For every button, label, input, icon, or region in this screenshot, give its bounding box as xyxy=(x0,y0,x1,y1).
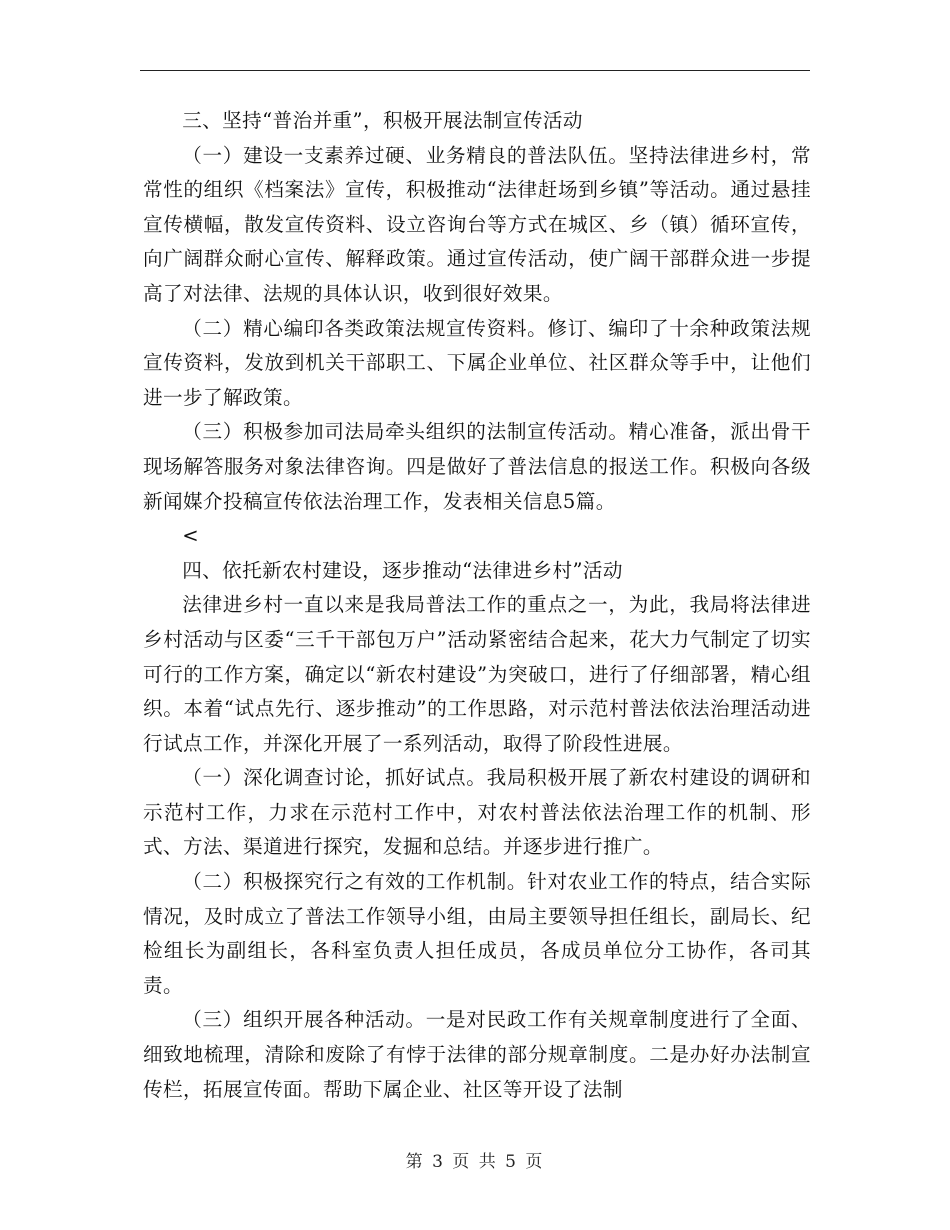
paragraph: （二）精心编印各类政策法规宣传资料。修订、编印了十余种政策法规宣传资料，发放到机关干部职工、下属企业单位、社区群众等手中，让他们进一步了解政策。 xyxy=(143,316,811,409)
paragraph: （三）积极参加司法局牵头组织的法制宣传活动。精心准备，派出骨干现场解答服务对象法律咨询。四是做好了普法信息的报送工作。积极向各级新闻媒介投稿宣传依法治理工作，发表相关信息5篇。 xyxy=(143,420,811,513)
paragraph: 法律进乡村一直以来是我局普法工作的重点之一，为此，我局将法律进乡村活动与区委“三千干部包万户”活动紧密结合起来，花大力气制定了切实可行的工作方案，确定以“新农村建设”为突破口，进行了仔细部署，精心组织。本着“试点先行、逐步推动”的工作思路，对示范村普法依法治理活动进行试点工作，并深化开展了一系列活动，取得了阶段性进展。 xyxy=(143,593,811,755)
stray-mark: < xyxy=(182,524,200,548)
paragraph: （三）组织开展各种活动。一是对民政工作有关规章制度进行了全面、细致地梳理，清除和废除了有悖于法律的部分规章制度。二是办好办法制宣传栏，拓展宣传面。帮助下属企业、社区等开设了法制 xyxy=(143,1008,811,1101)
header-rule xyxy=(140,70,810,71)
paragraph: （一）深化调查讨论，抓好试点。我局积极开展了新农村建设的调研和示范村工作，力求在示范村工作中，对农村普法依法治理工作的机制、形式、方法、渠道进行探究，发掘和总结。并逐步进行推广。 xyxy=(143,766,811,859)
paragraph: （二）积极探究行之有效的工作机制。针对农业工作的特点，结合实际情况，及时成立了普法工作领导小组，由局主要领导担任组长，副局长、纪检组长为副组长，各科室负责人担任成员，各成员单位分工协作，各司其责。 xyxy=(143,870,811,997)
document-body xyxy=(143,104,811,1107)
page-number: 第 3 页 共 5 页 xyxy=(405,1152,545,1172)
section-heading-3: 三、坚持“普治并重”，积极开展法制宣传活动 xyxy=(182,109,583,132)
paragraph: （一）建设一支素养过硬、业务精良的普法队伍。坚持法律进乡村，常常性的组织《档案法》宣传，积极推动“法律赶场到乡镇”等活动。通过悬挂宣传横幅，散发宣传资料、设立咨询台等方式在城区、乡（镇）循环宣传，向广阔群众耐心宣传、解释政策。通过宣传活动，使广阔干部群众进一步提高了对法律、法规的具体认识，收到很好效果。 xyxy=(143,143,811,305)
section-heading-4: 四、依托新农村建设，逐步推动“法律进乡村”活动 xyxy=(182,558,623,582)
